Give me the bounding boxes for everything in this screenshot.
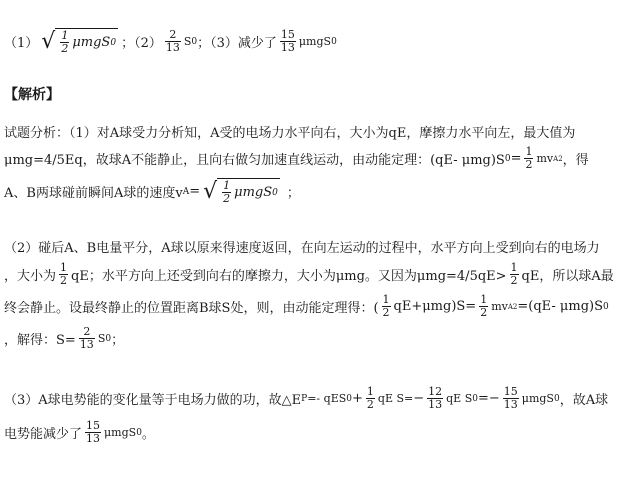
para1-line3: A、B两球碰前瞬间A球的速度v A = √ $\frac{1}{2}$ μmgS 0 ；: [4, 178, 300, 205]
sqrt-expression: √ $\frac{1}{2}$ μmgS 0: [41, 28, 117, 55]
para1-line2: μmg=4/5Eq，故球A不能静止，且向右做匀加速直线运动，由动能定理：(qE- μmg)S 0 = $\frac{1}{2}$ mv A2 ，得: [4, 145, 589, 171]
fraction: $\frac{1}{2}$: [525, 145, 533, 171]
answer-line: （1） √ $\frac{1}{2}$ μmgS 0 ；（2） $\frac{2}{13}$ S 0 ；（3）减少了 $\frac{15}{13}$ μmgS 0: [4, 28, 337, 55]
fraction: $\frac{1}{2}$: [61, 29, 69, 55]
answer-part3-fraction: $\frac{15}{13}$: [280, 28, 295, 54]
answer-sep1: ；（2）: [121, 36, 162, 51]
fraction: $\frac{1}{2}$: [60, 261, 68, 287]
fraction: $\frac{1}{2}$: [480, 293, 488, 319]
para3-line2: 电势能减少了 $\frac{15}{13}$ μmgS 0 。: [4, 419, 155, 445]
para2-line1: （2）碰后A、B电量平分，A球以原来得速度返回，在向左运动的过程中，水平方向上受到向右的电场力: [4, 241, 600, 256]
sqrt-expression: √ $\frac{1}{2}$ μmgS 0: [203, 178, 278, 205]
para1-line1: 试题分析：（1）对A球受力分析知，A受的电场力水平向右，大小为qE，摩擦力水平向左，最大值为: [4, 126, 576, 141]
fraction: $\frac{1}{2}$: [366, 385, 374, 411]
answer-sep2: ；（3）减少了: [197, 36, 277, 51]
para2-line3: 终会静止。设最终静止的位置距离B球S处，则，由动能定理得：( $\frac{1}{2}$ qE+μmg)S= $\frac{1}{2}$ mv A2 =(qE- μmg)S 0: [4, 293, 609, 319]
fraction: $\frac{15}{13}$: [503, 385, 518, 411]
para2-line4: ，解得：S= $\frac{2}{13}$ S 0 ；: [4, 325, 125, 351]
para3-line1: （3）A球电势能的变化量等于电场力做的功，故△E P =- qES 0 + $\frac{1}{2}$ qE S= − $\frac{12}{13}$ qE S 0 = − $\frac{15}{13}$ μmgS 0 ，故A球: [4, 385, 609, 411]
jiexi-heading: 【解析】: [4, 87, 60, 103]
answer-part1-label: （1）: [4, 36, 39, 51]
fraction: $\frac{15}{13}$: [86, 419, 101, 445]
fraction: $\frac{12}{13}$: [428, 385, 443, 411]
fraction: $\frac{1}{2}$: [382, 293, 390, 319]
answer-part2-fraction: $\frac{2}{13}$: [165, 28, 180, 54]
fraction: $\frac{1}{2}$: [510, 261, 518, 287]
fraction: $\frac{2}{13}$: [79, 325, 94, 351]
para2-line2: ，大小为 $\frac{1}{2}$ qE；水平方向上还受到向右的摩擦力，大小为μmg。又因为μmg=4/5qE> $\frac{1}{2}$ qE，所以球A最: [4, 261, 614, 287]
fraction: $\frac{1}{2}$: [223, 179, 231, 205]
